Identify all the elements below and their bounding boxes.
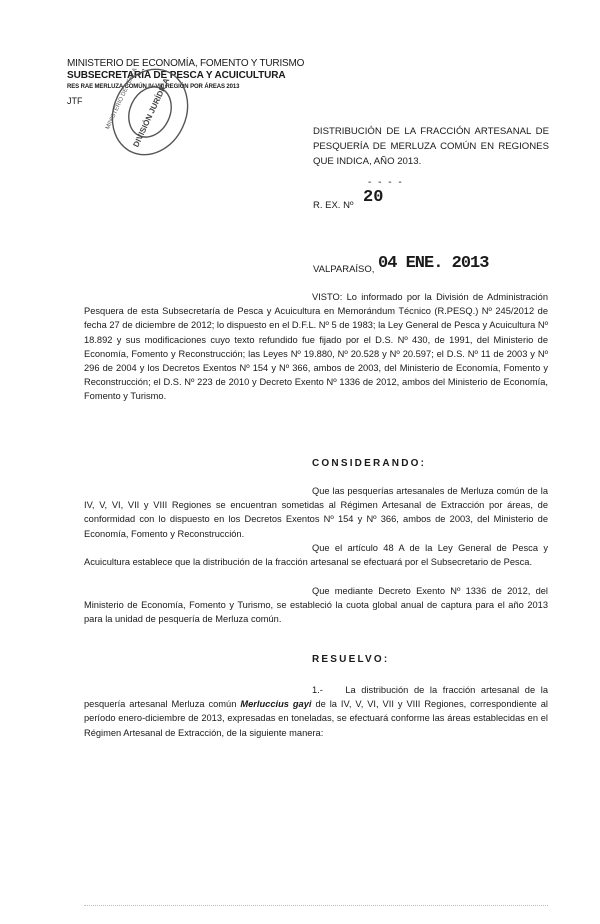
- species-name: Merluccius gayi: [240, 699, 312, 710]
- considerando-paragraph-3: [84, 584, 548, 627]
- considerando-text: Que las pesquerías artesanales de Merluza común de la IV, V, VI, VII y VIII Regiones se encuentran sometidas al Régimen Artesanal de Extracción por áreas, de conformidad con lo dispuesto en los Decretos Exentos Nº 154 y Nº 366, ambos de 2003, del Ministerio de Economía, Fomento y Reconstrucción.: [84, 486, 548, 539]
- resolution-label: R. EX. Nº: [313, 200, 354, 211]
- place-label: VALPARAÍSO,: [313, 264, 375, 275]
- resolution-subject: DISTRIBUCIÓN DE LA FRACCIÓN ARTESANAL DE PESQUERÍA DE MERLUZA COMÚN EN REGIONES QUE INDICA, AÑO 2013.: [313, 126, 549, 167]
- page-bottom-divider: [84, 905, 548, 906]
- considerando-heading: CONSIDERANDO:: [312, 458, 427, 469]
- subsecretaria-name: SUBSECRETARÍA DE PESCA Y ACUICULTURA: [67, 70, 286, 81]
- considerando-text: Que mediante Decreto Exento Nº 1336 de 2012, del Ministerio de Economía, Fomento y Turismo, se estableció la cuota global anual de captura para el año 2013 para la unidad de pesquería de Merluza común.: [84, 586, 548, 625]
- author-initials: JTF: [67, 96, 83, 106]
- resuelvo-item-1: [84, 683, 548, 740]
- resolution-date: 04 ENE. 2013: [378, 254, 489, 273]
- stamp-outer-text: MINISTERIO DE PESCA: [105, 67, 139, 131]
- resuelvo-text-before: La distribución de la fracción artesanal de la pesquería artesanal Merluza común: [84, 685, 548, 710]
- visto-paragraph: [84, 290, 548, 404]
- division-juridica-stamp: [100, 62, 200, 162]
- stamp-inner-text: DIVISIÓN JURÍDICA: [131, 76, 172, 149]
- considerando-text: Que el artículo 48 A de la Ley General de Pesca y Acuicultura establece que la distribución de la fracción artesanal se efectuará por el Subsecretario de Pesca.: [84, 543, 548, 568]
- resolution-dashes: - - - -: [368, 177, 404, 188]
- considerando-paragraph-1: [84, 484, 548, 541]
- ministry-name: MINISTERIO DE ECONOMÍA, FOMENTO Y TURISMO: [67, 58, 305, 69]
- resuelvo-heading: RESUELVO:: [312, 654, 390, 665]
- resuelvo-item-number: 1.-: [312, 685, 323, 695]
- resuelvo-text-after: de la IV, V, VI, VII y VIII Regiones, correspondiente al período enero-diciembre de 2013, expresadas en toneladas, se efectuará conforme las áreas establecidas en el Régimen Artesanal de Extracción, de la siguiente manera:: [84, 699, 548, 738]
- resolution-number: 20: [363, 188, 384, 207]
- document-reference: RES RAE MERLUZA COMÚN IV-VIII REGIÓN POR ÁREAS 2013: [67, 84, 240, 90]
- visto-text: VISTO: Lo informado por la División de Administración Pesquera de esta Subsecretaría de Pesca y Acuicultura en Memorándum Técnico (R.PESQ.) Nº 245/2012 de fecha 27 de diciembre de 2012; lo dispuesto en el D.F.L. Nº 5 de 1983; la Ley General de Pesca y Acuicultura Nº 18.892 y sus modificaciones cuyo texto refundido fue fijado por el D.S. Nº 430, de 1991, del Ministerio de Economía, Fomento y Reconstrucción; las Leyes Nº 19.880, Nº 20.528 y Nº 20.597; el D.S. Nº 11 de 2003 y Nº 296 de 2004 y los Decretos Exentos Nº 154 y Nº 366, ambos de 2003, del Ministerio de Economía, Fomento y Reconstrucción; el D.S. Nº 223 de 2010 y Decreto Exento Nº 1336 de 2012, ambos del Ministerio de Economía, Fomento y Turismo.: [84, 292, 548, 402]
- considerando-paragraph-2: [84, 541, 548, 569]
